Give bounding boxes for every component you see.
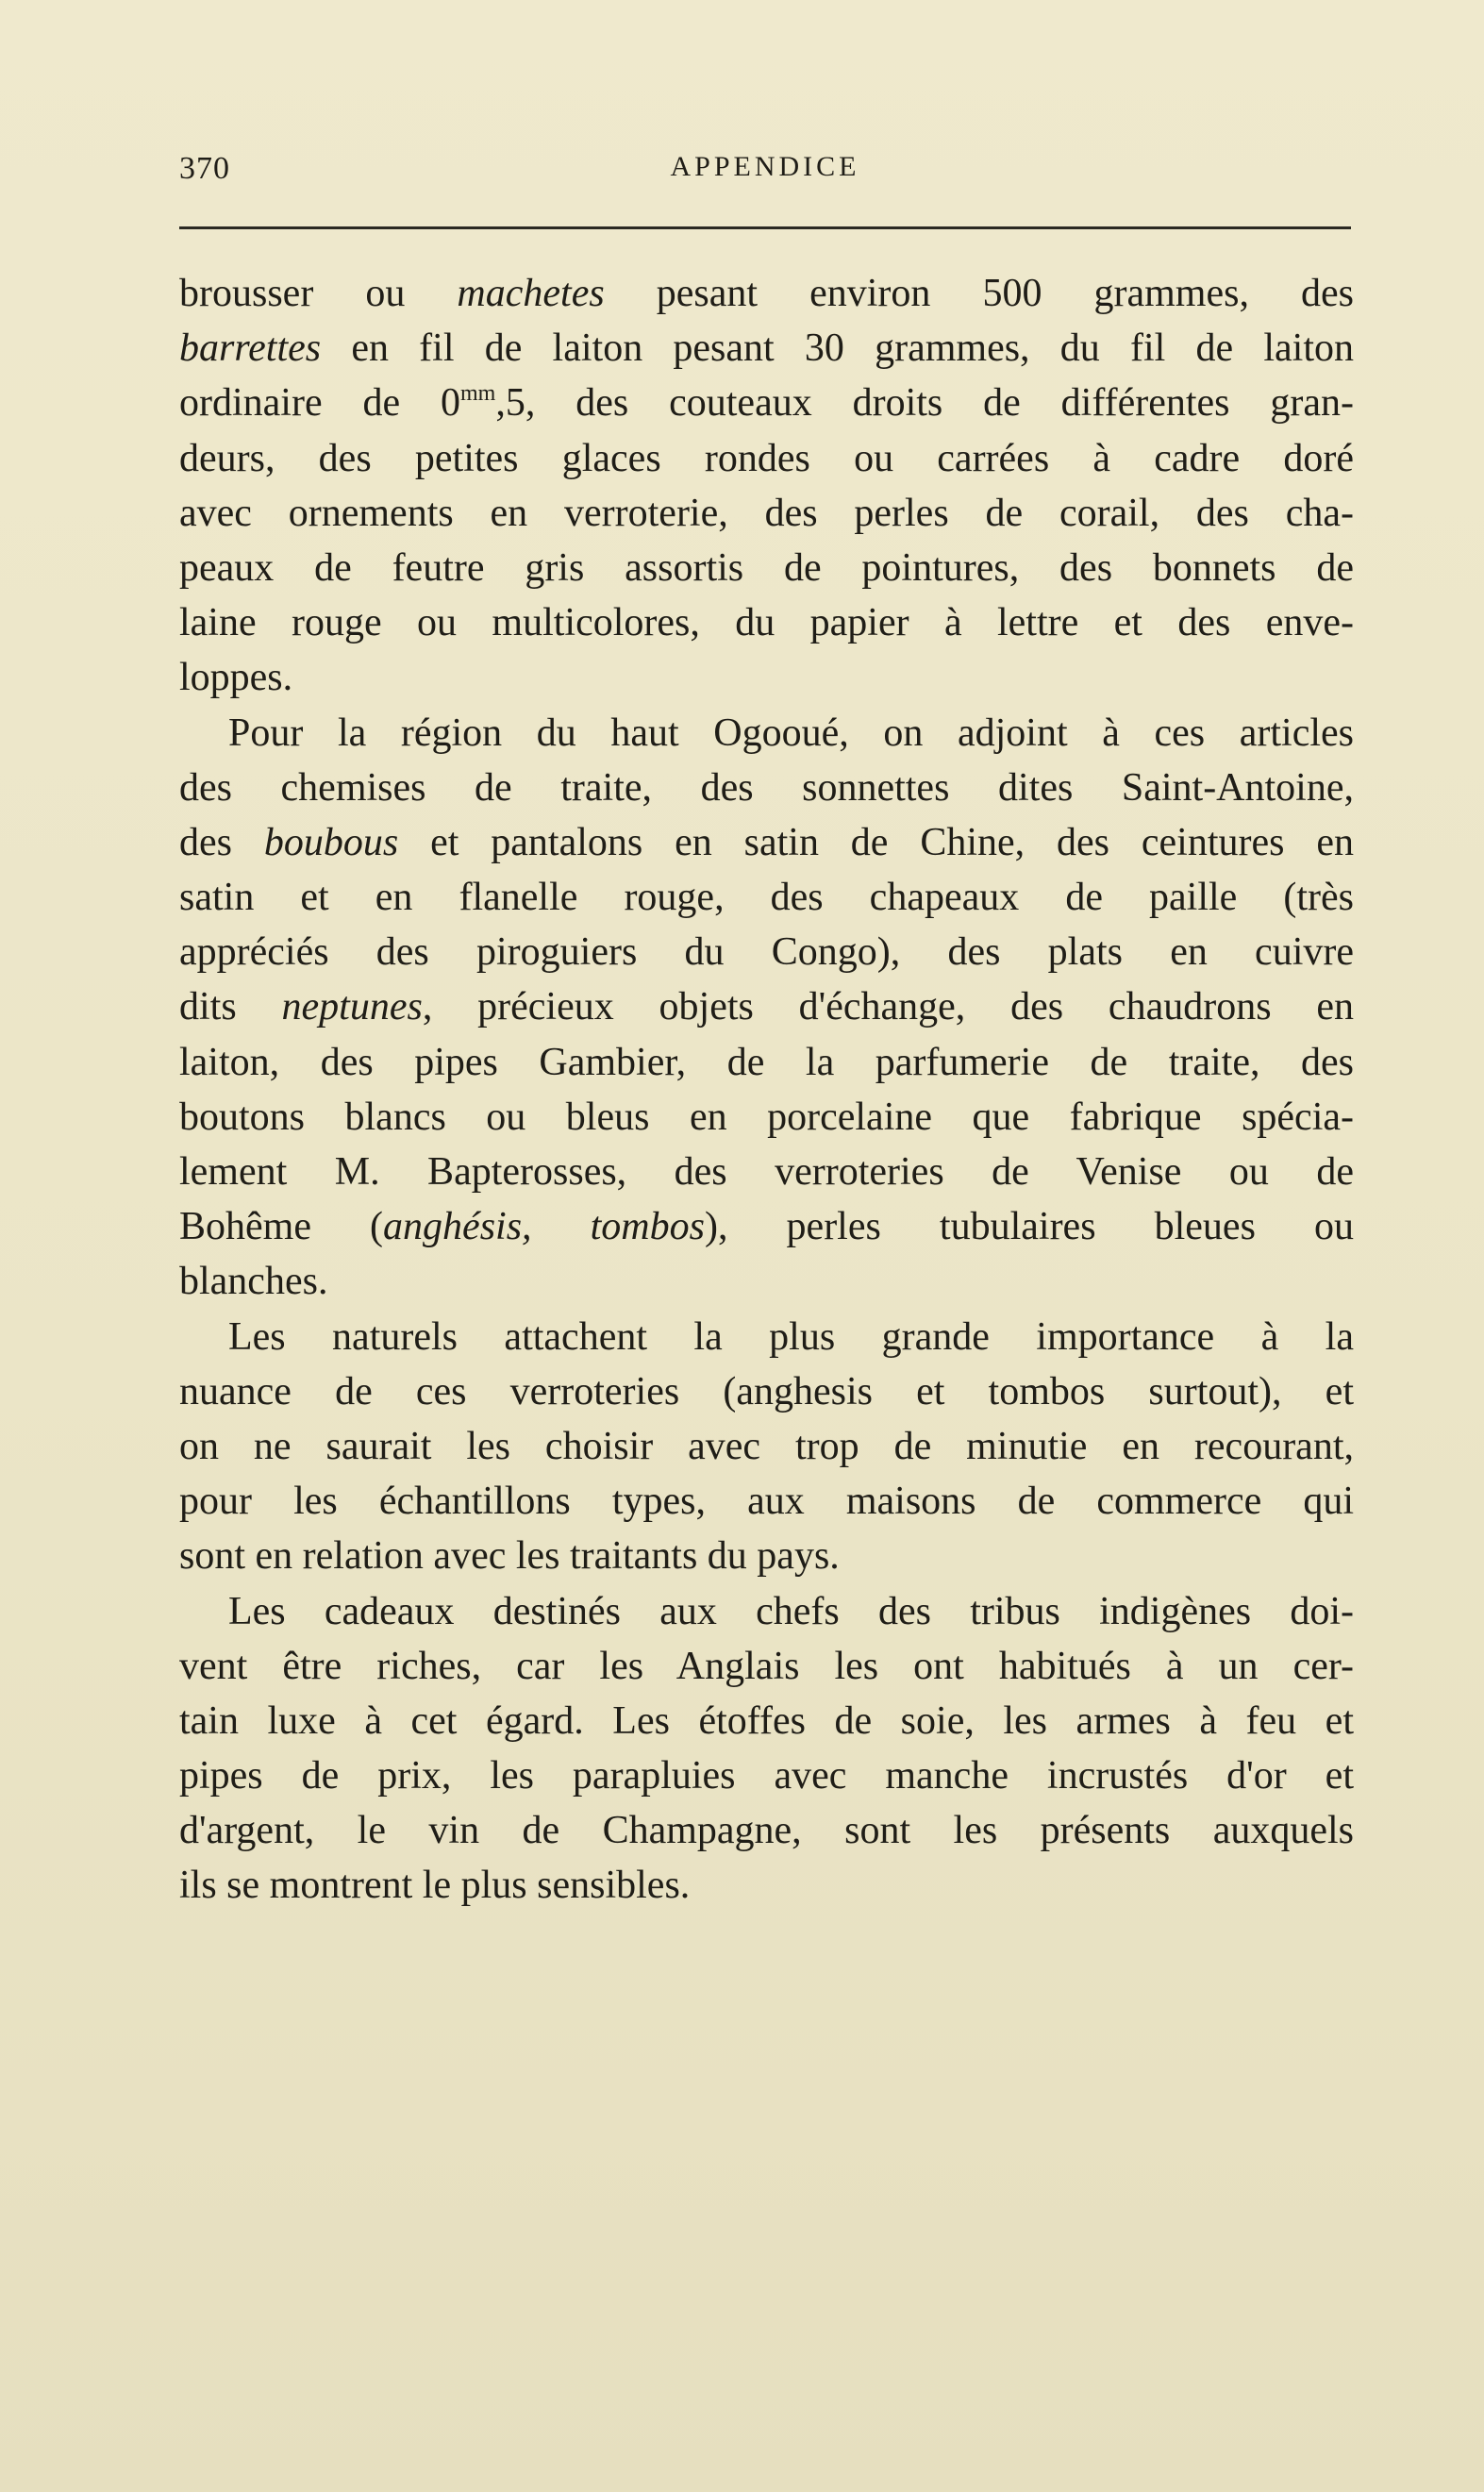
text-line: sont en relation avec les traitants du pays. <box>179 1534 840 1579</box>
text-line: laine rouge ou multicolores, du papier à lettre et des enve- <box>179 601 1354 645</box>
header-rule <box>179 226 1351 229</box>
text-line: dits neptunes, précieux objets d'échange, des chaudrons en <box>179 985 1355 1029</box>
paragraph-start-line: Les cadeaux destinés aux chefs des tribus indigènes doi- <box>228 1589 1354 1633</box>
text-line: vent être riches, car les Anglais les ont habitués à un cer- <box>179 1644 1354 1688</box>
page-header <box>179 151 1351 196</box>
italic-term: boubous <box>263 820 399 864</box>
text-line: satin et en flanelle rouge, des chapeaux de paille (très <box>179 876 1354 920</box>
italic-term: anghésis, tombos <box>383 1205 705 1249</box>
text-line: brousser ou machetes pesant environ 500 grammes, des <box>179 272 1354 315</box>
text-line: blanches. <box>179 1260 328 1304</box>
running-head: APPENDICE <box>670 151 860 182</box>
text-line: deurs, des petites glaces rondes ou carrées à cadre doré <box>179 436 1354 480</box>
italic-term: machetes <box>457 272 605 315</box>
paragraph-start-line: Pour la région du haut Ogooué, on adjoint à ces articles <box>228 711 1354 755</box>
text-line: des boubous et pantalons en satin de Chine, des ceintures en <box>179 820 1354 864</box>
text-line: ils se montrent le plus sensibles. <box>179 1864 691 1908</box>
paragraph-start-line: Les naturels attachent la plus grande importance à la <box>228 1314 1354 1359</box>
text-line: Bohême (anghésis, tombos), perles tubulaires bleues ou <box>179 1205 1355 1249</box>
text-line: ordinaire de $0^{mm},5$, des couteaux droits de différentes gran- <box>179 381 1354 426</box>
italic-term: barrettes <box>179 326 322 371</box>
text-line: nuance de ces verroteries (anghesis et tombos surtout), et <box>179 1369 1354 1413</box>
text-line: d'argent, le vin de Champagne, sont les présents auxquels <box>179 1809 1354 1853</box>
superscript-unit: mm <box>460 381 496 407</box>
text-line: des chemises de traite, des sonnettes dites Saint-Antoine, <box>179 765 1354 810</box>
text-line: pour les échantillons types, aux maisons de commerce qui <box>179 1480 1354 1524</box>
page-number: 370 <box>179 151 230 186</box>
text-line: boutons blancs ou bleus en porcelaine que fabrique spécia- <box>179 1095 1354 1139</box>
text-line: on ne saurait les choisir avec trop de minutie en recourant, <box>179 1424 1354 1468</box>
text-line: peaux de feutre gris assortis de pointures, des bonnets de <box>179 545 1354 590</box>
text-line: avec ornements en verroterie, des perles de corail, des cha- <box>179 491 1354 535</box>
text-line: barrettes en fil de laiton pesant 30 grammes, du fil de laiton <box>179 326 1354 371</box>
body-text <box>179 266 1354 1914</box>
text-line: tain luxe à cet égard. Les étoffes de soie, les armes à feu et <box>179 1698 1354 1743</box>
text-line: lement M. Bapterosses, des verroteries de Venise ou de <box>179 1150 1354 1194</box>
text-line: loppes. <box>179 656 293 700</box>
italic-term: neptunes <box>281 985 423 1029</box>
text-line: pipes de prix, les parapluies avec manche incrustés d'or et <box>179 1754 1354 1798</box>
text-line: appréciés des piroguiers du Congo), des plats en cuivre <box>179 930 1354 975</box>
text-line: laiton, des pipes Gambier, de la parfumerie de traite, des <box>179 1040 1354 1084</box>
